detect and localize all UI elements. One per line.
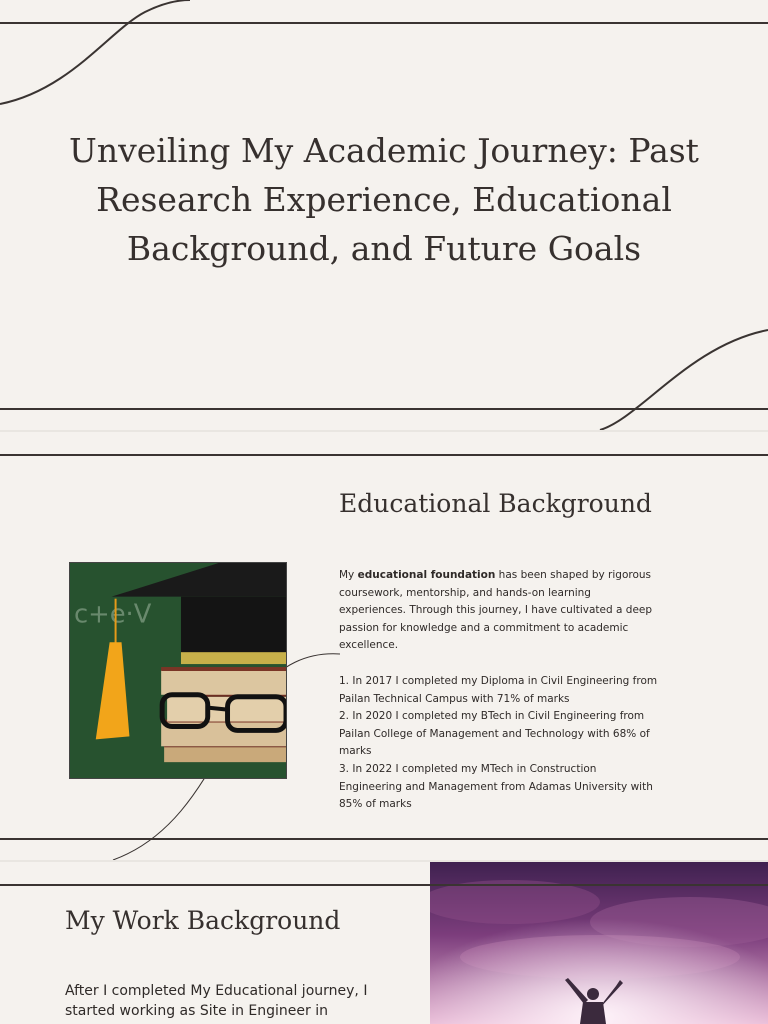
intro-bold: educational foundation — [357, 569, 496, 581]
intro-rest: has been shaped by rigorous coursework, mentorship, and hands-on learning experiences. Through this journey, I have cultivated a deep passion for knowledge and a commitment to academic excellence. — [339, 569, 653, 652]
intro-prefix: My — [339, 569, 358, 581]
spacer — [339, 655, 659, 673]
work-divider — [0, 884, 768, 886]
page-title: Unveiling My Academic Journey: Past Research Experience, Educational Background, and Future Goals — [69, 131, 699, 268]
education-heading: Educational Background — [339, 489, 652, 518]
education-item: 2. In 2020 I completed my BTech in Civil Engineering from Pailan College of Management and Technology with 68% of marks — [339, 710, 650, 758]
education-description — [339, 567, 659, 814]
bottom-divider — [0, 838, 768, 840]
title-slide — [0, 0, 768, 430]
education-item: 1. In 2017 I completed my Diploma in Civil Engineering from Pailan Technical Campus with 71% of marks — [339, 674, 658, 705]
education-intro — [339, 567, 659, 655]
top-divider — [0, 22, 768, 24]
top-divider — [0, 454, 768, 456]
bottom-divider — [0, 408, 768, 410]
education-item: 3. In 2022 I completed my MTech in Construction Engineering and Management from Adamas University with 85% of marks — [339, 762, 653, 811]
graduation-cap-books-glasses-icon — [69, 562, 287, 779]
person-raising-arms-sky-icon — [430, 862, 768, 1024]
svg-text:c+e·V: c+e·V — [73, 599, 152, 630]
work-description: After I completed My Educational journey, I started working as Site in Engineer in — [65, 983, 368, 1019]
work-heading: My Work Background — [65, 906, 341, 935]
